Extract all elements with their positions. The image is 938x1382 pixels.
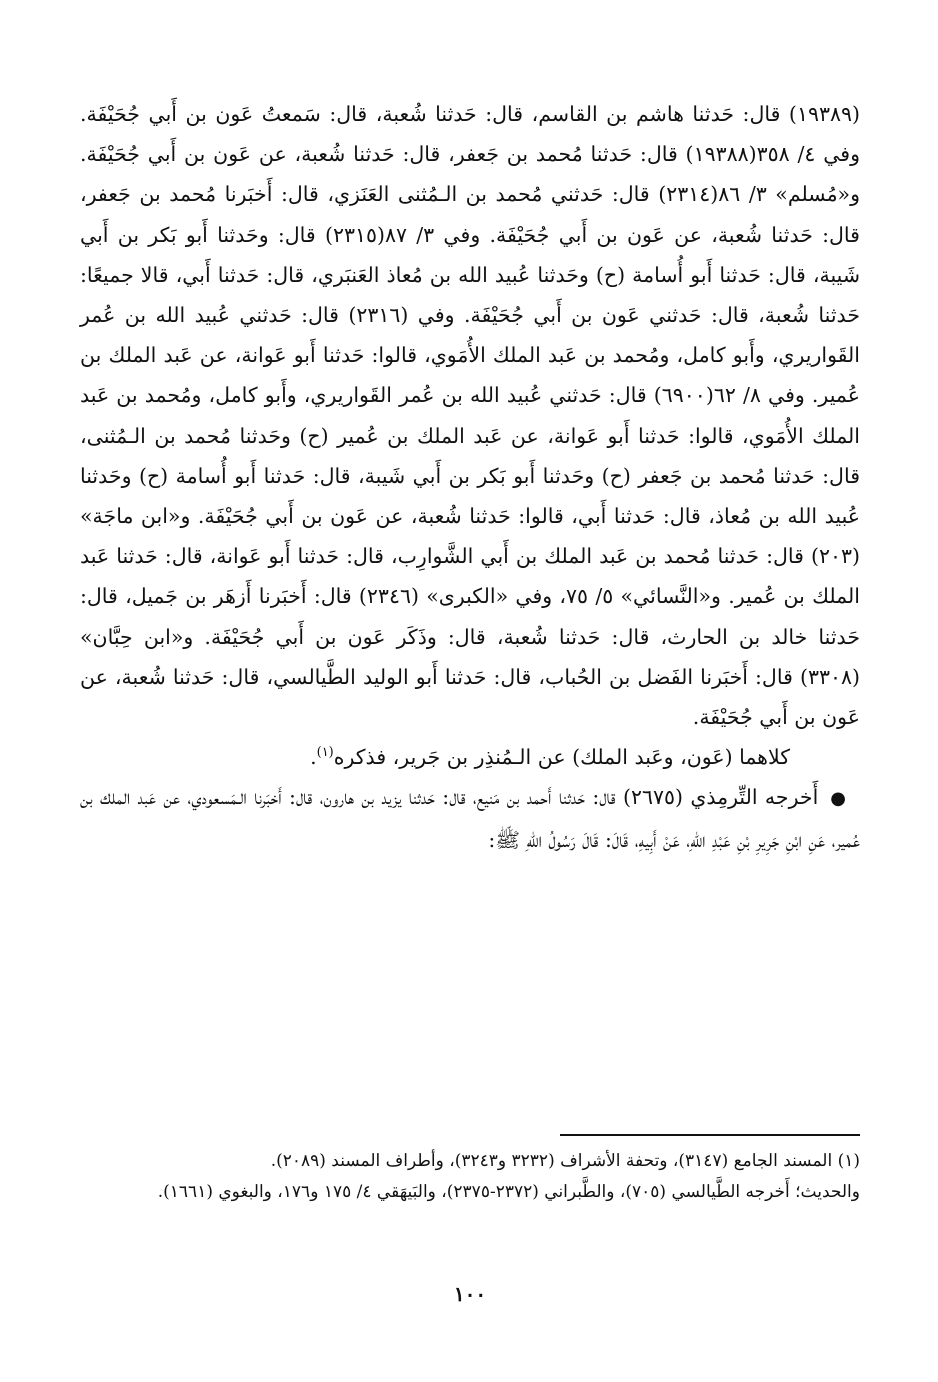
footnote-line-1: (١) المسند الجامع (٣١٤٧)، وتحفة الأشراف (٣٢٣٢ و٣٢٤٣)، وأطراف المسند (٢٠٨٩).: [270, 1151, 860, 1171]
page-number: ١٠٠: [453, 1282, 487, 1306]
hadith-chain-paragraph: (١٩٣٨٩) قال: حَدثنا هاشم بن القاسم، قال: حَدثنا شُعبة، قال: سَمعتُ عَون بن أَبي جُحَيْفَة. وفي ٤/ ٣٥٨(١٩٣٨٨) قال: حَدثنا مُحمد بن جَعفر، قال: حَدثنا شُعبة، عن عَون بن أَبي جُحَيْفَة. و«مُسلم» ٣/ ٨٦(٢٣١٤) قال: حَدثني مُحمد بن الـمُثنى العَنَزي، قال: أَخبَرنا مُحمد بن جَعفر، قال: حَدثنا شُعبة، عن عَون بن أَبي جُحَيْفَة. وفي ٣/ ٨٧(٢٣١٥) قال: وحَدثنا أَبو بَكر بن أَبي شَيبة، قال: حَدثنا أَبو أُسامة (ح) وحَدثنا عُبيد الله بن مُعاذ العَنبَري، قال: حَدثنا أَبي، قالا جميعًا: حَدثنا شُعبة، قال: حَدثني عَون بن أَبي جُحَيْفَة. وفي (٢٣١٦) قال: حَدثني عُبيد الله بن عُمر القَواريري، وأَبو كامل، ومُحمد بن عَبد الملك الأُمَوي، قالوا: حَدثنا أَبو عَوانة، عن عَبد الملك بن عُمير. وفي ٨/ ٦٢(٦٩٠٠) قال: حَدثني عُبيد الله بن عُمر القَواريري، وأَبو كامل، ومُحمد بن عَبد الملك الأُمَوي، قالوا: حَدثنا أَبو عَوانة، عن عَبد الملك بن عُمير (ح) وحَدثنا مُحمد بن الـمُثنى، قال: حَدثنا مُحمد بن جَعفر (ح) وحَدثنا أَبو بَكر بن أَبي شَيبة، قال: حَدثنا أَبو أُسامة (ح) وحَدثنا عُبيد الله بن مُعاذ، قال: حَدثنا أَبي، قالوا: حَدثنا شُعبة، عن عَون بن أَبي جُحَيْفَة. و«ابن ماجَة» (٢٠٣) قال: حَدثنا مُحمد بن عَبد الملك بن أَبي الشَّوارِب، قال: حَدثنا أَبو عَوانة، قال: حَدثنا عَبد الملك بن عُمير. و«النَّسائي» ٥/ ٧٥، وفي «الكبرى» (٢٣٤٦) قال: أَخبَرنا أَزهَر بن جَميل، قال: حَدثنا خالد بن الحارث، قال: حَدثنا شُعبة، قال: وذَكَر عَون بن أَبي جُحَيْفَة. و«ابن حِبَّان» (٣٣٠٨) قال: أَخبَرنا الفَضل بن الحُباب، قال: حَدثنا أَبو الوليد الطَّيالسي، قال: حَدثنا شُعبة، عن عَون بن أَبي جُحَيْفَة.: [80, 102, 860, 730]
footnote-line-2: والحديث؛ أَخرجه الطَّيالسي (٧٠٥)، والطَّبراني (٢٣٧٢-٢٣٧٥)، والبَيهَقي ٤/ ١٧٥ و١٧٦، والبغوي (١٦٦١).: [157, 1182, 860, 1202]
footnote-marker: (١): [316, 745, 334, 761]
summary-paragraph: كلاهما (عَون، وعَبد الملك) عن الـمُنذِر بن جَرير، فذكره$^{(١)}$.: [310, 745, 790, 770]
book-page: [80, 94, 860, 1364]
main-text: [80, 94, 860, 860]
footnotes: [80, 1146, 860, 1208]
footnote-divider: [560, 1134, 860, 1136]
takhrij-paragraph: [80, 777, 860, 859]
summary-text: كلاهما (عَون، وعَبد الملك) عن الـمُنذِر بن جَرير، فذكره: [333, 745, 790, 770]
takhrij-text: أَخرجه التِّرمِذي (٢٦٧٥) قال: حَدثنا أَحمد بن مَنيع، قال: حَدثنا يزيد بن هارون، قال: أَخبَرنا الـمَسعودي، عن عَبد الملك بن عُمير، عَنِ ابْنِ جَرِيرِ بْنِ عَبْدِ اللهِ، عَنْ أَبِيهِ، قَالَ: قَالَ رَسُولُ اللهِ ﷺ:: [80, 785, 860, 852]
bullet-icon: ●: [830, 788, 846, 810]
